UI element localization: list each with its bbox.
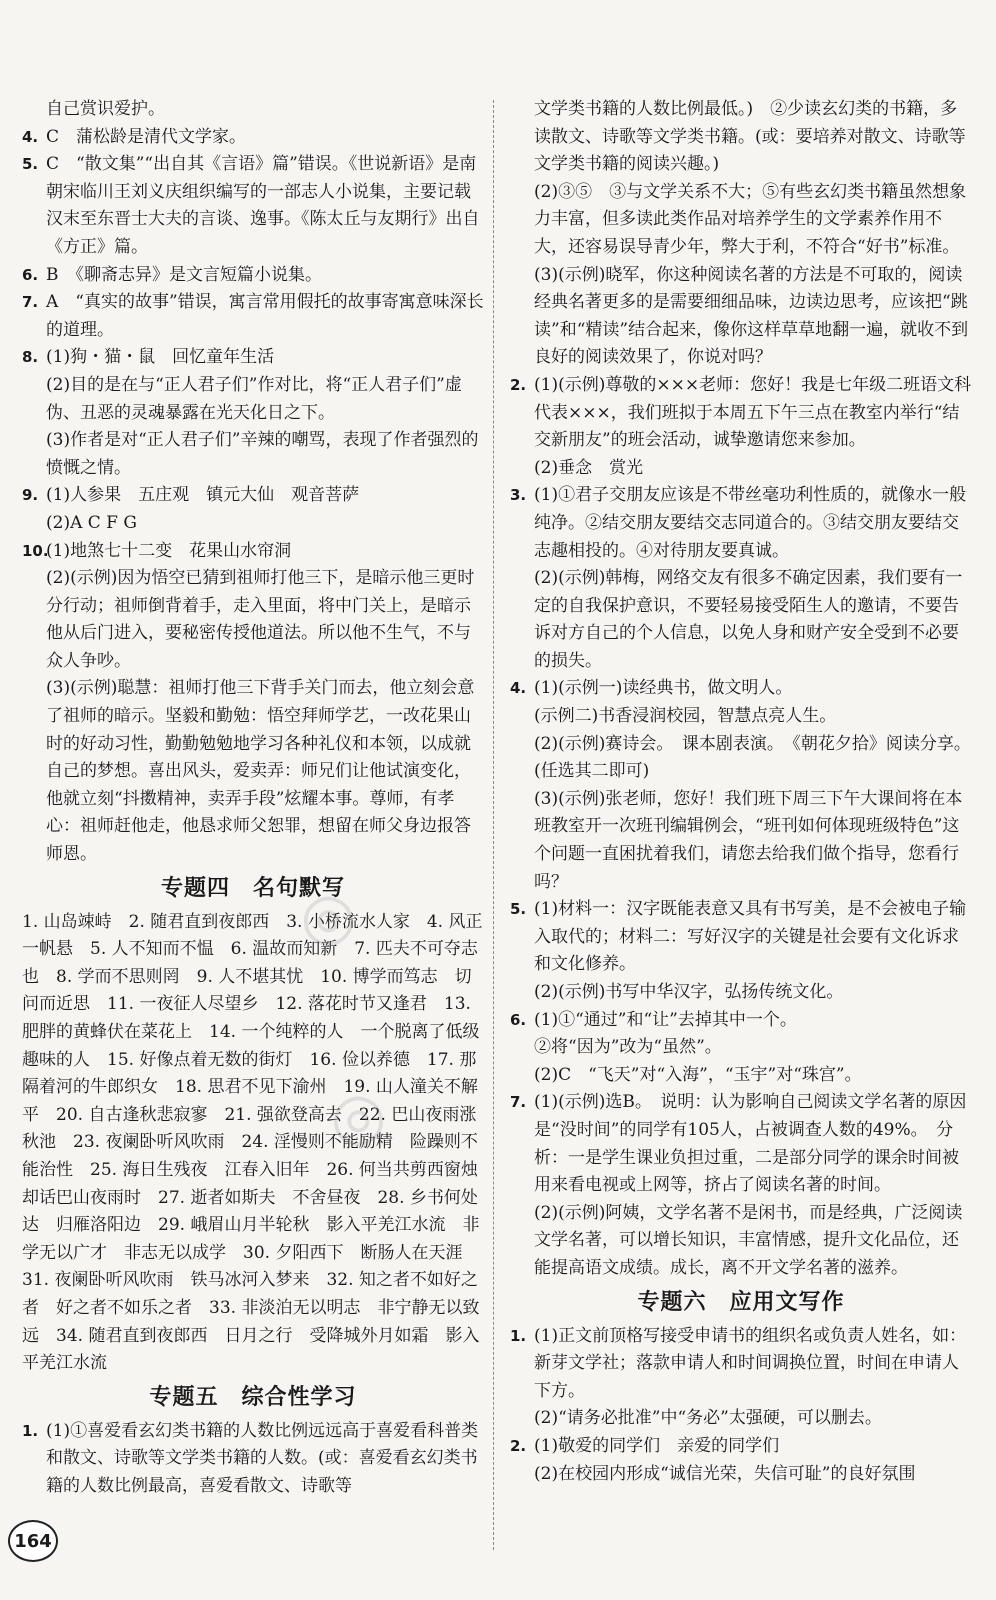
left-answer-item: [22, 538, 484, 869]
answer-line: (2)(示例)赛诗会。 课本剧表演。 《朝花夕拾》阅读分享。(任选其二即可): [534, 733, 971, 782]
right-answer-item: [510, 896, 972, 1006]
item-text: (1)①喜爱看玄幻类书籍的人数比例远远高于喜爱看科普类和散文、诗歌等文学类书籍的人数。(或：喜爱看玄幻类书籍的人数比例最高，喜爱看散文、诗歌等: [46, 1420, 479, 1496]
right-answer-item: [510, 675, 972, 896]
answer-line: (1)敬爱的同学们 亲爱的同学们: [534, 1435, 780, 1456]
item-number: 8.: [22, 348, 39, 367]
section-4-answers: 1. 山岛竦峙 2. 随君直到夜郎西 3. 小桥流水人家 4. 风正一帆悬 5. 人不知而不愠 6. 温故而知新 7. 匹夫不可夺志也 8. 学而不思则罔 9. 人不堪其忧 10. 博学而笃志 切问而近思 11. 一夜征人尽望乡 12. 落花时节又逢君 13. 肥胖的黄蜂伏在菜花上 14. 一个纯粹的人 一个脱离了低级趣味的人 15. 好像点着无数的街灯 16. 俭以养德 17. 那隔着河的牛郎织女 18. 思君不见下渝州 19. 山人潼关不解平 20. 自古逢秋悲寂寥 21. 强欲登高去 22. 巴山夜雨涨秋池 23. 夜阑卧听风吹雨 24. 淫慢则不能励精 险躁则不能治性 25. 海日生残夜 江春入旧年 26. 何当共剪西窗烛 却话巴山夜雨时 27. 逝者如斯夫 不舍昼夜 28. 乡书何处达 归雁洛阳边 29. 峨眉山月半轮秋 影入平羌江水流 非学无以广才 非志无以成学 30. 夕阳西下 断肠人在天涯 31. 夜阑卧听风吹雨 铁马冰河入梦来 32. 知之者不如好之者 好之者不如乐之者 33. 非淡泊无以明志 非宁静无以致远 34. 随君直到夜郎西 日月之行 受降城外月如霜 影入平羌江水流: [22, 911, 495, 1374]
item-number: 2.: [510, 375, 527, 394]
item-number: 1.: [22, 1421, 39, 1440]
right-answer-item: [510, 1089, 972, 1282]
item-body: [534, 482, 972, 675]
right-answer-item: [510, 482, 972, 675]
item-number: 6.: [510, 1010, 527, 1029]
item-number: 7.: [510, 1093, 527, 1112]
answer-line: C 蒲松龄是清代文学家。: [46, 126, 247, 147]
answer-line: (2)③⑤ ③与文学关系不大；⑤有些玄幻类书籍虽然想象力丰富，但多读此类作品对培养学生的文学素养作用不大，还容易误导青少年，弊大于利，不符合“好书”标准。: [534, 181, 967, 257]
item-body: [534, 1007, 972, 1090]
item-body: [46, 482, 484, 537]
item-body: [46, 344, 484, 482]
item-number: 6.: [22, 265, 39, 284]
answer-line: (3)(示例)晓军，你这种阅读名著的方法是不可取的，阅读经典名著更多的是需要细细品味，边读边思考，应该把“跳读”和“精读”结合起来，像你这样草草地翻一遍，就收不到良好的阅读效果了，你说对吗？: [534, 264, 969, 368]
item-number: 1.: [510, 1326, 527, 1345]
right-answer-item: [510, 372, 972, 482]
continued-answers: [510, 96, 972, 372]
answer-line: (3)作者是对“正人君子们”辛辣的嘲骂，表现了作者强烈的愤慨之情。: [46, 430, 479, 478]
answer-line: B 《聊斋志异》是文言短篇小说集。: [46, 264, 322, 285]
left-answer-item: [22, 124, 484, 152]
answer-line: (1)人参果 五庄观 镇元大仙 观音菩萨: [46, 485, 360, 506]
item-body: [534, 1323, 972, 1433]
item-number: 10.: [22, 541, 49, 560]
item-body: [46, 151, 484, 261]
left-answer-item: [22, 151, 484, 261]
left-answer-item: [22, 289, 484, 344]
answer-line: (1)材料一：汉字既能表意又具有书写美，是不会被电子输入取代的；材料二：写好汉字的关键是社会要有文化诉求和文化修养。: [534, 899, 967, 975]
item-body: [534, 1089, 972, 1282]
item-number: 4.: [22, 127, 39, 146]
left-answer-item: [22, 262, 484, 290]
answer-line: (3)(示例)聪慧：祖师打他三下背手关门而去，他立刻会意了祖师的暗示。坚毅和勤勉：悟空拜师学艺，一改花果山时的好动习性，勤勤勉勉地学习各种礼仪和本领，以成就自己的梦想。喜出风头，爱卖弄：师兄们让他试演变化，他就立刻“抖擞精神，卖弄手段”炫耀本事。尊师，有孝心：祖师赶他走，他恳求师父恕罪，想留在师父身边报答师恩。: [46, 678, 475, 865]
right-column: [510, 96, 972, 1488]
item-body: [46, 289, 484, 344]
answer-line: (1)①“通过”和“让”去掉其中一个。: [534, 1009, 797, 1030]
right-answer-list: [510, 372, 972, 1283]
watermark-icon: ◎: [326, 1077, 390, 1157]
item-number: 7.: [22, 293, 39, 312]
answer-line: (1)地煞七十二变 花果山水帘洞: [46, 540, 292, 561]
page-number: 164: [8, 1520, 58, 1562]
answer-line: (2)A C F G: [46, 512, 137, 533]
answer-line: (2)(示例)韩梅，网络交友有很多不确定因素，我们要有一定的自我保护意识，不要轻易接受陌生人的邀请，不要告诉对方自己的个人信息，以免人身和财产安全受到不必要的损失。: [534, 568, 963, 671]
item-number: 5.: [510, 900, 527, 919]
answer-line: (3)(示例)张老师，您好！我们班下周三下午大课间将在本班教室开一次班刊编辑例会，“班刊如何体现班级特色”这个问题一直困扰着我们，请您去给我们做个指导，您看行吗？: [534, 788, 963, 892]
answer-line: 文学类书籍的人数比例最低。) ②少读玄幻类的书籍，多读散文、诗歌等文学类书籍。(或：要培养对散文、诗歌等文学类书籍的阅读兴趣。): [534, 99, 966, 175]
answer-line: (2)“请务必批准”中“务必”太强硬，可以删去。: [534, 1408, 882, 1429]
answer-line: (1)狗・猫・鼠 回忆童年生活: [46, 347, 275, 368]
section-6-answer-item: [510, 1323, 972, 1433]
answer-line: (2)目的是在与“正人君子们”作对比，将“正人君子们”虚伪、丑恶的灵魂暴露在光天化日之下。: [46, 374, 462, 423]
answer-line: (1)①君子交朋友应该是不带丝毫功利性质的，就像水一般纯净。②结交朋友要结交志同道合的。③结交朋友要结交志趣相投的。④对待朋友要真诚。: [534, 485, 967, 561]
section-6-answer-list: [510, 1323, 972, 1489]
answer-line: (2)垂念 赏光: [534, 457, 644, 478]
item-body: [46, 262, 484, 290]
item-number: 3.: [510, 486, 527, 505]
section-5-title: 专题五 综合性学习: [149, 1384, 357, 1410]
answer-line: A “真实的故事”错误，寓言常用假托的故事寄寓意味深长的道理。: [46, 292, 484, 340]
item-body: [534, 1433, 972, 1488]
section-6-answer-item: [510, 1433, 972, 1488]
answer-line: (示例二)书香浸润校园，智慧点亮人生。: [534, 706, 837, 727]
item-body: [534, 896, 972, 1006]
answer-line: (1)正文前顶格写接受申请书的组织名或负责人姓名，如：新芽文学社；落款申请人和时间调换位置，时间在申请人下方。: [534, 1325, 967, 1401]
answer-line: (2)(示例)因为悟空已猜到祖师打他三下，是暗示他三更时分行动；祖师倒背着手，走入里面，将中门关上，是暗示他从后门进入，要秘密传授他道法。所以他不生气，不与众人争吵。: [46, 568, 475, 671]
answer-line: ②将“因为”改为“虽然”。: [534, 1037, 722, 1058]
section-6-title: 专题六 应用文写作: [637, 1289, 845, 1315]
item-number: 9.: [22, 486, 39, 505]
left-answer-item: [22, 482, 484, 537]
item-body: [534, 372, 972, 482]
item-body: [534, 675, 972, 896]
answer-line: (2)C “飞天”对“入海”，“玉宇”对“珠宫”。: [534, 1064, 862, 1085]
answer-line: (2)(示例)阿姨，文学名著不是闲书，而是经典，广泛阅读文学名著，可以增长知识，丰富情感，提升文化品位，还能提高语文成绩。成长，离不开文学名著的滋养。: [534, 1202, 963, 1278]
answer-line: (1)(示例)尊敬的×××老师：您好！我是七年级二班语文科代表×××，我们班拟于本周五下午三点在教室内举行“结交新朋友”的班会活动，诚挚邀请您来参加。: [534, 374, 972, 451]
section-4-title: 专题四 名句默写: [160, 875, 345, 901]
answer-line: (1)(示例一)读经典书，做文明人。: [534, 678, 793, 699]
item-body: [46, 538, 484, 869]
left-answer-list: [22, 124, 484, 869]
item-number: 4.: [510, 679, 527, 698]
column-divider: [493, 100, 494, 1550]
continued-text: 自己赏识爱护。: [46, 99, 165, 119]
answer-line: (2)(示例)书写中华汉字，弘扬传统文化。: [534, 982, 844, 1002]
watermark-icon: ◎: [296, 877, 360, 957]
left-column: [22, 96, 495, 1501]
section-5-item-1: [22, 1418, 484, 1501]
item-number: 2.: [510, 1436, 527, 1455]
item-number: 5.: [22, 155, 39, 174]
answer-line: (2)在校园内形成“诚信光荣，失信可耻”的良好氛围: [534, 1463, 916, 1484]
answer-line: (1)(示例)选B。 说明：认为影响自己阅读文学名著的原因是“没时间”的同学有105人，占被调查人数的49%。 分析：一是学生课业负担过重，二是部分同学的课余时间被用来看电视或上网等，挤占了阅读名著的时间。: [534, 1092, 967, 1196]
left-answer-item: [22, 344, 484, 482]
right-answer-item: [510, 1007, 972, 1090]
answer-line: C “散文集”“出自其《言语》篇”错误。《世说新语》是南朝宋临川王刘义庆组织编写的一部志人小说集，主要记载汉末至东晋士大夫的言谈、逸事。《陈太丘与友期行》出自《方正》篇。: [46, 154, 480, 257]
item-body: [46, 124, 484, 152]
